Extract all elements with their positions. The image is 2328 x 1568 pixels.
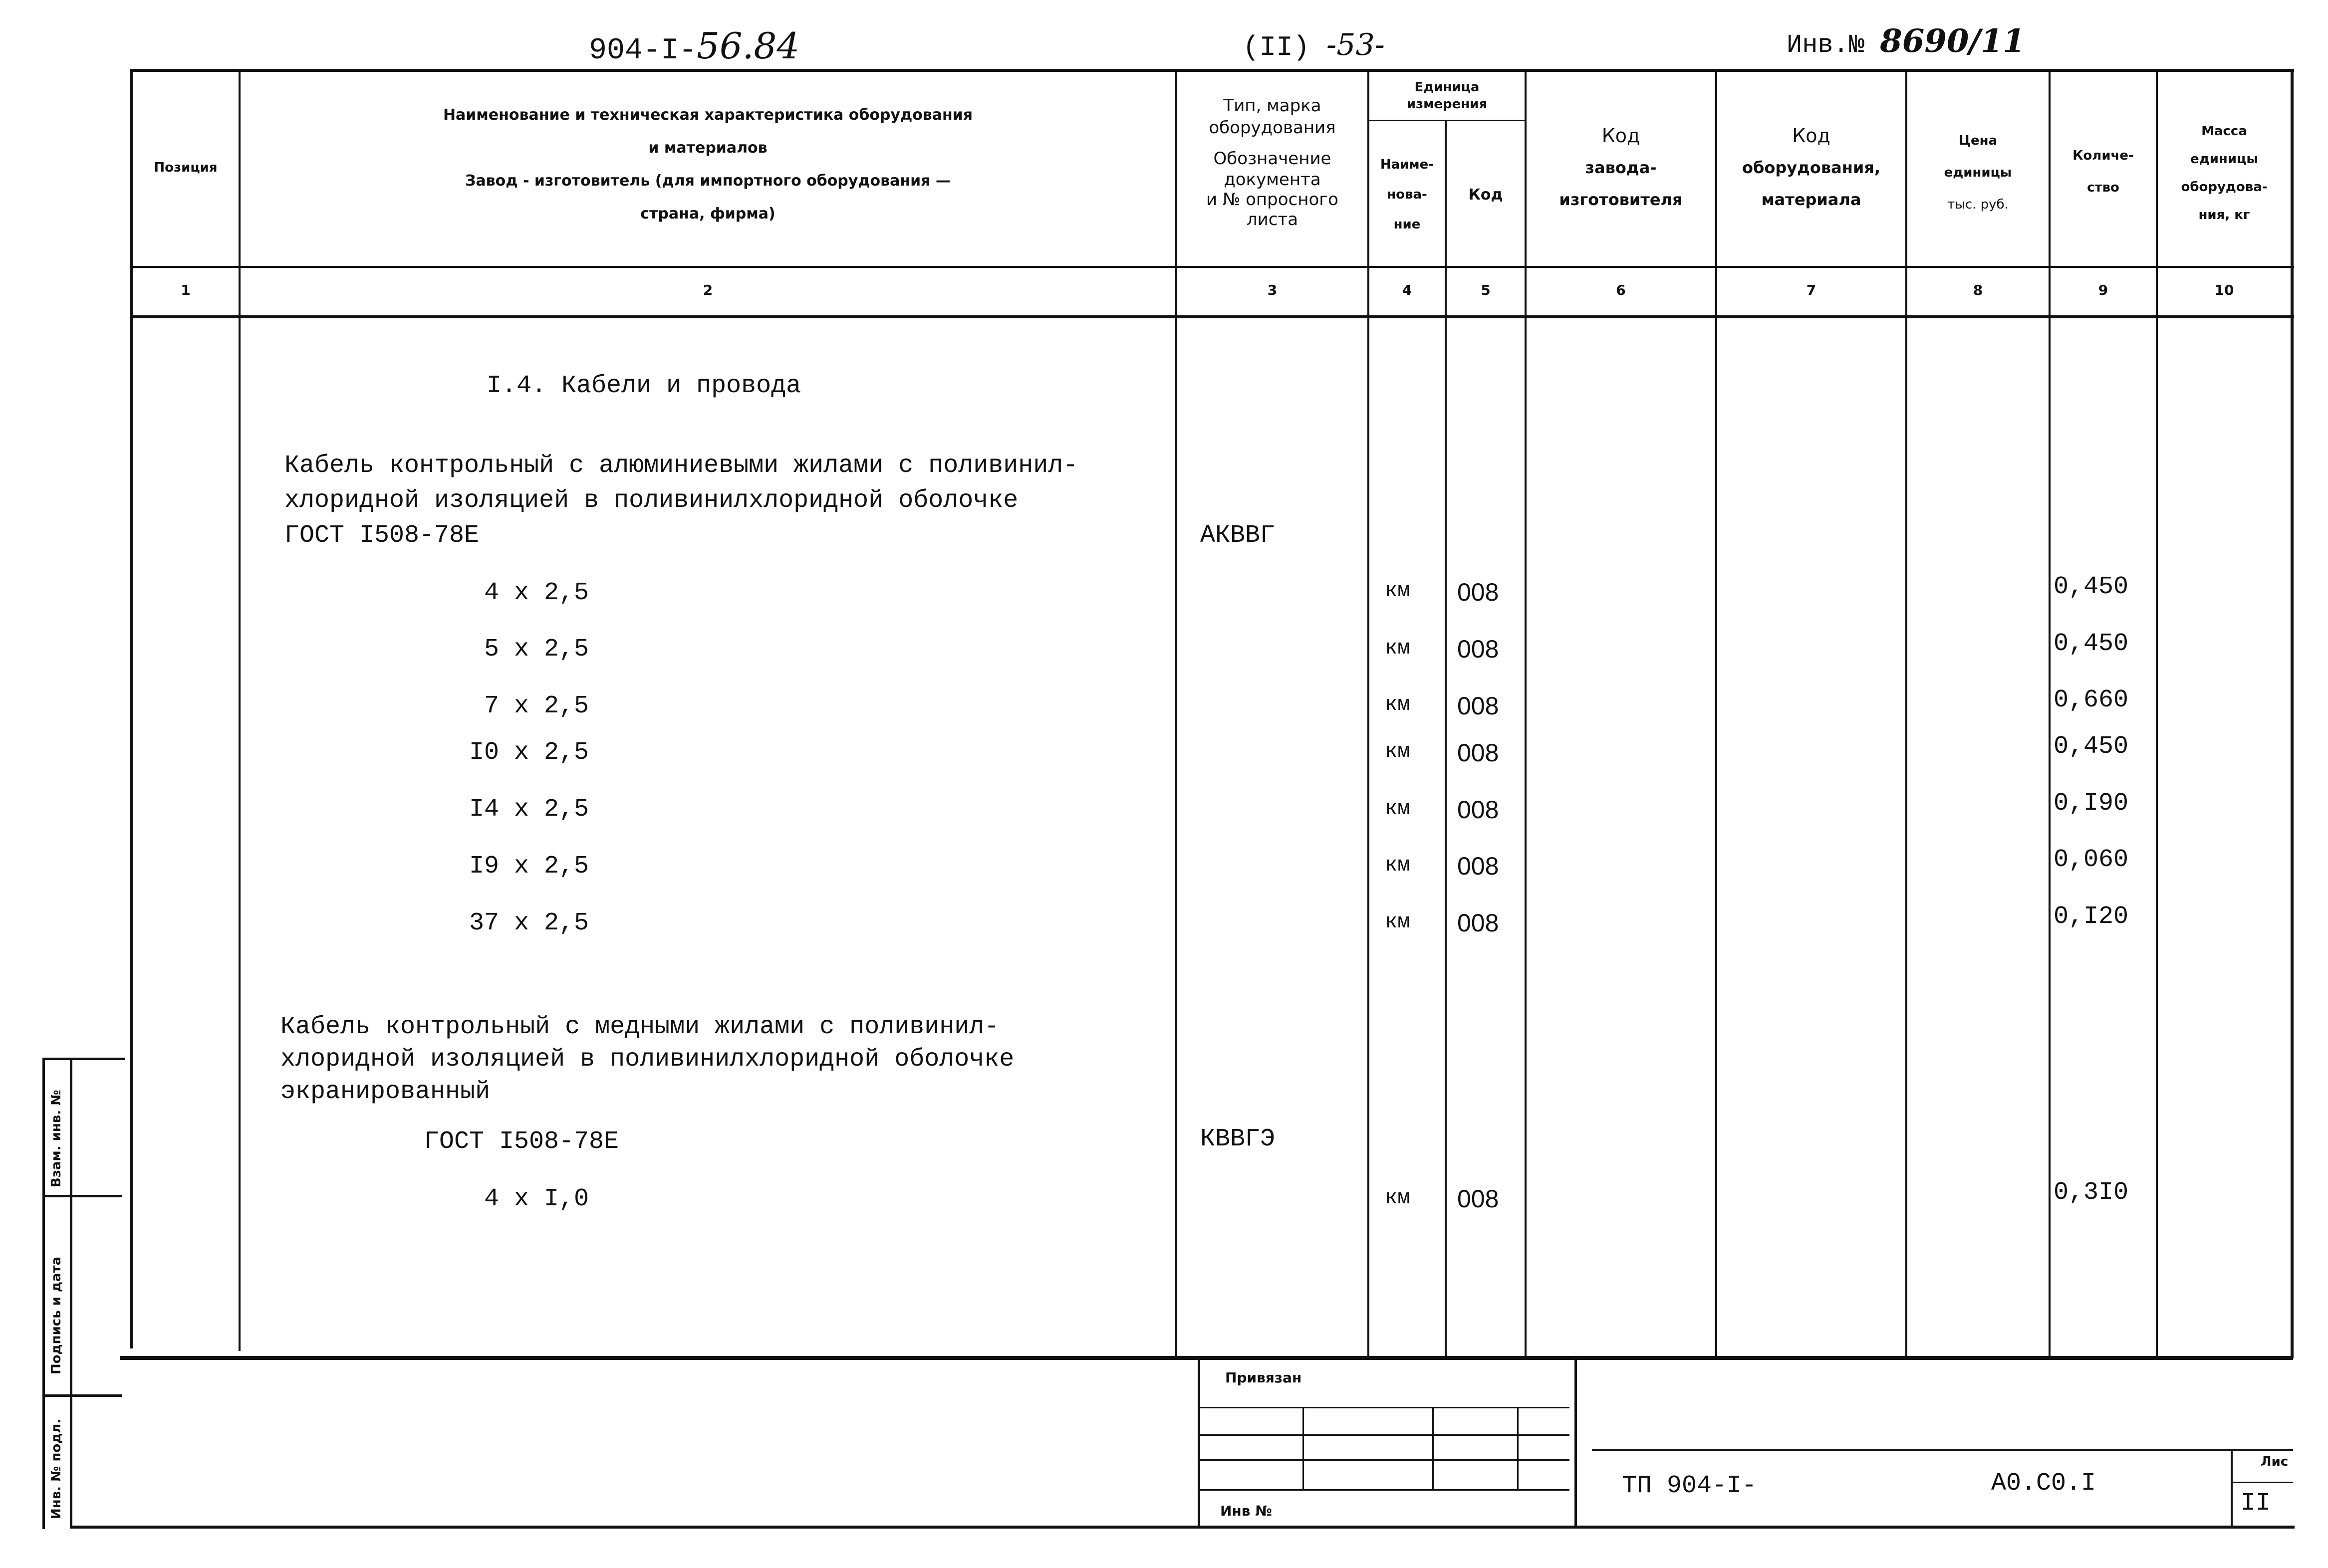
stamp-inv-label: Инв № [1220, 1503, 1272, 1519]
doc-number [589, 25, 799, 68]
section-title: I.4. Кабели и провода [487, 372, 801, 400]
col6-line: изготовителя [1559, 190, 1683, 209]
page-prefix: (II) [1243, 31, 1310, 63]
col6-header [1527, 120, 1715, 216]
col2-header [241, 102, 1175, 227]
sidebar-vline [70, 1058, 72, 1527]
inv-label: Инв.№ [1787, 30, 1865, 60]
cable2-desc-line: экранированный [280, 1078, 491, 1106]
unit: км [1385, 692, 1410, 716]
col7-line: Код [1792, 125, 1830, 147]
qty: 0,660 [2054, 686, 2129, 714]
col-line-3 [1367, 69, 1369, 1356]
cable1-desc-line: ГОСТ I508-78Е [284, 521, 480, 550]
cable2-type: КВВГЭ [1200, 1125, 1276, 1153]
header-bottom [131, 266, 2294, 268]
cable1-desc-line: Кабель контрольный с алюминиевыми жилами с поливинил- [284, 451, 1078, 480]
col3-line: оборудования [1209, 118, 1336, 138]
cable1-type: АКВВГ [1200, 521, 1276, 550]
col-number-1: 1 [181, 282, 191, 298]
size: 4 x I,0 [484, 1185, 589, 1213]
col2-line: страна, фирма) [640, 205, 776, 223]
code: 008 [1457, 1185, 1499, 1213]
col-line-6 [1715, 69, 1717, 1356]
stamp-line [1200, 1407, 1569, 1408]
unit-group-line: Единица [1414, 80, 1480, 95]
code: 008 [1457, 909, 1499, 937]
page-number [1243, 27, 1385, 63]
stamp-vline [1302, 1408, 1304, 1490]
col4-header [1369, 150, 1445, 239]
sidebar-vzam-inv: Взам. инв. № [49, 1090, 64, 1187]
col6-line: Код [1601, 125, 1640, 147]
col9-line: Количе- [2072, 148, 2134, 163]
col10-line: единицы [2190, 152, 2258, 167]
col10-line: ния, кг [2198, 208, 2250, 223]
col-number-7: 7 [1806, 282, 1816, 298]
size: 4 x 2,5 [484, 579, 589, 607]
page-bottom [70, 1526, 2295, 1529]
size: 5 x 2,5 [484, 635, 589, 664]
size: I0 x 2,5 [469, 738, 589, 767]
qty: 0,I20 [2054, 902, 2129, 931]
sheet-label: Лис [2261, 1454, 2289, 1469]
col3-line: документа [1224, 170, 1321, 190]
col2-line: Наименование и техническая характеристика оборудования [443, 106, 973, 124]
col8-line: единицы [1944, 165, 2012, 180]
col9-line: ство [2087, 180, 2119, 195]
col-number-6: 6 [1616, 282, 1626, 298]
col-line-2 [1175, 69, 1177, 1356]
col7-line: оборудования, [1742, 158, 1880, 177]
col-number-8: 8 [1973, 282, 1983, 298]
col3-line: и № опросного [1206, 190, 1338, 210]
unit: км [1385, 739, 1410, 763]
stamp-line [1200, 1489, 1569, 1491]
size: 37 x 2,5 [469, 909, 589, 937]
qty: 0,450 [2054, 630, 2129, 658]
col3-header [1177, 95, 1367, 229]
col8-header [1907, 125, 2049, 221]
col4-line: ние [1393, 217, 1421, 232]
sheet-value: II [2241, 1489, 2271, 1518]
unit: км [1385, 797, 1410, 821]
size: 7 x 2,5 [484, 692, 589, 720]
col5-header: Код [1468, 186, 1503, 204]
qty: 0,450 [2054, 732, 2129, 761]
col3-line: Обозначение [1213, 149, 1331, 169]
code: 008 [1457, 635, 1499, 663]
size: I4 x 2,5 [469, 795, 589, 824]
doc-prefix: 904-I- [589, 34, 697, 68]
title-block-line [1592, 1449, 2293, 1451]
col6-line: завода- [1585, 158, 1657, 177]
code: 008 [1457, 796, 1499, 824]
frame-left [130, 69, 133, 1348]
unit-group-line [1367, 120, 1526, 121]
sidebar-sign-date: Подпись и дата [49, 1256, 64, 1374]
col-line-5 [1525, 69, 1527, 1356]
sidebar-inv-podl: Инв. № подл. [49, 1418, 64, 1519]
unit: км [1385, 579, 1410, 603]
cable2-gost: ГОСТ I508-78Е [424, 1127, 619, 1156]
title-block-vline [2231, 1449, 2233, 1527]
col-number-10: 10 [2214, 282, 2234, 298]
qty: 0,450 [2054, 573, 2129, 601]
col-number-4: 4 [1402, 282, 1412, 298]
col2-line: Завод - изготовитель (для импортного оборудования — [465, 172, 951, 190]
sidebar-hline [42, 1195, 122, 1197]
stamp-tied-label: Привязан [1225, 1369, 1302, 1386]
col-number-5: 5 [1481, 282, 1491, 298]
col-line-8 [2049, 69, 2051, 1356]
frame-top [131, 69, 2294, 72]
cable2-desc-line: хлоридной изоляцией в поливинилхлоридной оболочке [280, 1045, 1015, 1074]
stamp-vline [1517, 1408, 1519, 1490]
doc-code: А0.С0.I [1991, 1469, 2096, 1498]
qty: 0,3I0 [2054, 1178, 2129, 1207]
title-block-sheet-line [2231, 1482, 2293, 1483]
unit: км [1385, 1186, 1410, 1210]
inventory-number [1787, 22, 2025, 60]
inv-handwritten: 8690/11 [1880, 22, 2025, 60]
stamp-line [1200, 1459, 1569, 1461]
col-line-1 [239, 69, 241, 1351]
stamp-vline [1432, 1408, 1434, 1490]
stamp-line [1200, 1434, 1569, 1436]
unit: км [1385, 636, 1410, 660]
col10-line: Масса [2201, 124, 2247, 139]
col2-line: и материалов [648, 139, 768, 157]
unit-group-line: измерения [1406, 97, 1488, 112]
tp-label: ТП 904-I- [1622, 1472, 1757, 1500]
page-handwritten: -53- [1326, 27, 1385, 62]
code: 008 [1457, 578, 1499, 606]
unit: км [1385, 853, 1410, 877]
col10-line: оборудова- [2181, 180, 2268, 195]
sidebar-hline [42, 1394, 122, 1397]
size: I9 x 2,5 [469, 852, 589, 881]
col9-header [2051, 140, 2156, 204]
col4-line: нова- [1387, 187, 1427, 202]
doc-handwritten: 56.84 [697, 25, 800, 67]
col1-header: Позиция [154, 160, 218, 175]
code: 008 [1457, 852, 1499, 880]
qty: 0,060 [2054, 846, 2129, 874]
cable2-desc-line: Кабель контрольный с медными жилами с поливинил- [280, 1013, 1000, 1041]
col-line-9 [2156, 69, 2158, 1356]
col10-header [2158, 117, 2291, 229]
unit-group-header [1369, 79, 1525, 113]
col8-line: тыс. руб. [1947, 197, 2009, 212]
col-number-9: 9 [2098, 282, 2108, 298]
frame-right [2291, 69, 2294, 1358]
number-row-bottom [131, 315, 2294, 318]
col7-header [1717, 120, 1905, 216]
col-line-7 [1905, 69, 1907, 1356]
col-number-3: 3 [1267, 282, 1278, 298]
code: 008 [1457, 692, 1499, 720]
col3-line: листа [1246, 210, 1298, 229]
unit: км [1385, 910, 1410, 934]
col-number-2: 2 [703, 282, 713, 298]
qty: 0,I90 [2054, 789, 2129, 818]
col4-line: Наиме- [1380, 157, 1434, 172]
code: 008 [1457, 739, 1499, 767]
col-line-4 [1445, 120, 1447, 1356]
col3-line: Тип, марка [1223, 96, 1321, 116]
cable1-desc-line: хлоридной изоляцией в поливинилхлоридной оболочке [284, 486, 1019, 515]
col7-line: материала [1761, 190, 1861, 209]
col8-line: Цена [1958, 133, 1998, 148]
